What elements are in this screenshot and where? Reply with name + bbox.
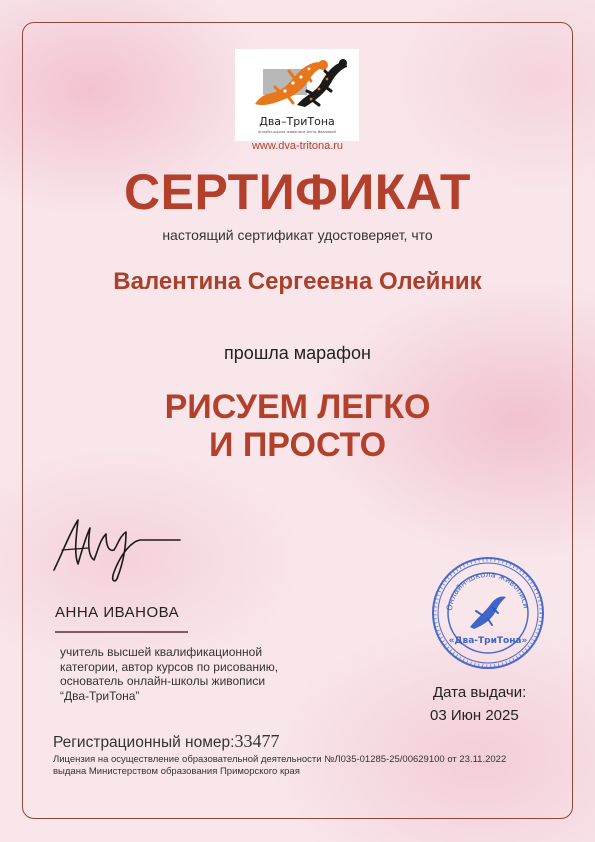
stamp-center-text: «Два-ТриТона» [448, 636, 528, 646]
certificate-subtitle: настоящий сертификат удостоверяет, что [162, 227, 433, 243]
issue-date-value: 03 Июн 2025 [430, 707, 519, 724]
school-logo [235, 49, 359, 141]
signer-name: АННА ИВАНОВА [55, 604, 180, 621]
license-info [53, 754, 553, 777]
recipient-name: Валентина Сергеевна Олейник [113, 268, 482, 295]
stamp-arc-text: Онлайн-школа живописи [444, 569, 531, 612]
signer-description-line: основатель онлайн-школы живописи [60, 674, 266, 688]
website-link[interactable]: www.dva-tritona.ru [251, 140, 344, 152]
signer-description-line: категории, автор курсов по рисованию, [60, 659, 279, 674]
handwritten-signature [48, 510, 188, 590]
signer-description-line: учитель высшей квалификационной [60, 645, 263, 659]
newt-logo-icon [235, 49, 359, 119]
registration-label: Регистрационный номер: [53, 734, 235, 751]
passed-text: прошла марафон [224, 343, 371, 363]
license-line: Лицензия на осуществление образовательной деятельности №Л035-01285-25/00629100 от 23.11.2022 [53, 754, 507, 765]
course-title-line2: И ПРОСТО [208, 426, 387, 464]
school-stamp [430, 555, 546, 671]
certificate-title: СЕРТИФИКАТ [124, 164, 471, 220]
stamp-newt-icon [470, 596, 506, 629]
logo-tagline: онлайн-школа живописи Анны Ивановой [258, 130, 336, 134]
signature-underline [55, 631, 188, 633]
signer-description [60, 645, 340, 703]
issue-date-label: Дата выдачи: [433, 684, 527, 701]
logo-brand-text: Два–ТриТона [259, 115, 335, 128]
registration-value: 33477 [234, 731, 280, 751]
license-line: выдана Министерством образования Приморского края [53, 765, 300, 777]
signer-description-line: “Два-ТриТона” [60, 688, 140, 703]
course-title [0, 388, 595, 464]
course-title-line1: РИСУЕМ ЛЕГКО [164, 388, 431, 426]
registration-number [53, 731, 279, 752]
